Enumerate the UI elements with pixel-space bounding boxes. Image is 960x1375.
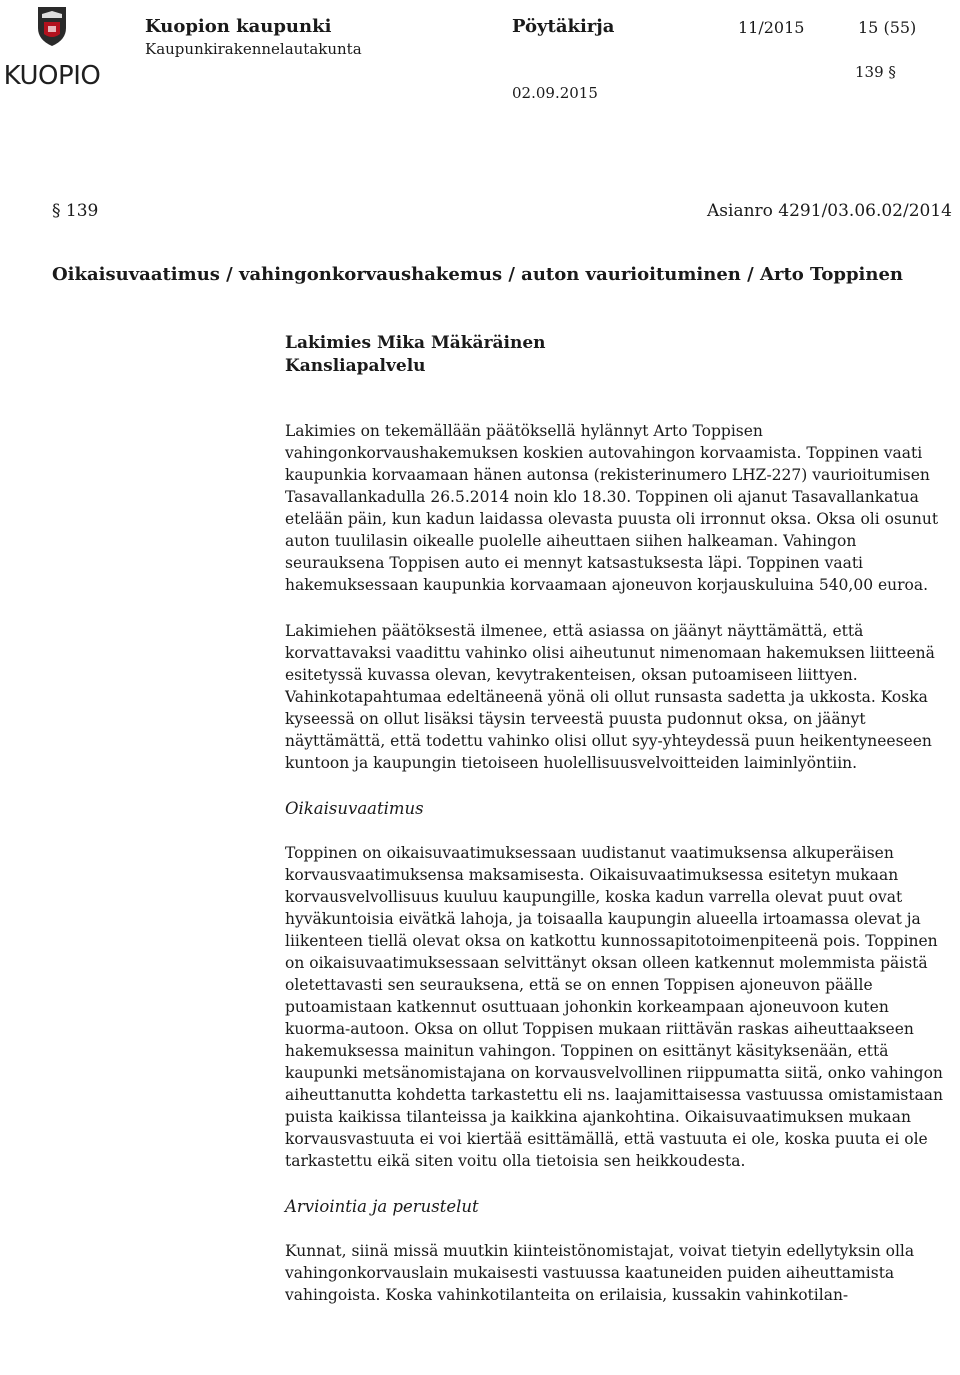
subheading-arviointia: Arviointia ja perustelut: [285, 1197, 479, 1216]
paragraph-1: Lakimies on tekemällään päätöksellä hylännyt Arto Toppisen vahingonkorvaushakemuksen koskien autovahingon korvaamista. Toppinen vaati kaupunkia korvaamaan hänen autonsa (rekisterinumero LHZ-227) vaurioitumisen Tasavallankadulla 26.5.2014 noin klo 18.30. Toppinen oli ajanut Tasavallankatua etelään päin, kun kadun laidassa olevasta puusta oli irronnut oksa. Oksa oli osunut auton tuulilasin oikealle puolelle aiheuttaen siihen halkeaman. Vahingon seurauksena Toppisen auto ei mennyt katsastuksesta läpi. Toppinen vaati hakemuksessaan kaupunkia korvaamaan ajoneuvon korjauskuluina 540,00 euroa.: [285, 422, 939, 594]
document-number: 11/2015: [738, 18, 805, 37]
paragraph-4: Kunnat, siinä missä muutkin kiinteistönomistajat, voivat tietyin edellytyksin olla vahingonkorvauslain mukaisesti vastuussa kaatuneiden puiden aiheuttamista vahingoista. Koska vahinkotilanteita on erilaisia, kussakin vahinkotilan-: [285, 1242, 915, 1304]
page-number: 15 (55): [858, 18, 917, 37]
meeting-date: 02.09.2015: [512, 84, 598, 102]
paragraph-2: Lakimiehen päätöksestä ilmenee, että asiassa on jäänyt näyttämättä, että korvattavaksi vaadittu vahinko olisi aiheutunut nimenomaan hakemuksen liitteenä esitetyssä kuvassa olevan, kevytrakenteisen, oksan putoamiseen liittyen. Vahinkotapahtumaa edeltäneenä yönä oli ollut runsasta sadetta ja ukkosta. Koska kyseessä on ollut lisäksi täysin terveestä puusta pudonnut oksa, on jäänyt näyttämättä, että todettu vahinko olisi ollut syy-yhteydessä puun heikentyneeseen kuntoon ja kaupungin tietoiseen huolellisuusvelvoitteiden laiminlyöntiin.: [285, 622, 935, 772]
document-body: [285, 420, 958, 1306]
coat-of-arms-icon: [38, 7, 66, 46]
paragraph-3: Toppinen on oikaisuvaatimuksessaan uudistanut vaatimuksensa alkuperäisen korvausvaatimuksensa maksamisesta. Oikaisuvaatimuksessa esitetyn mukaan korvausvelvollisuus kuuluu kaupungille, koska kadun varrella olevat puut ovat hyväkuntoisia eivätkä lahoja, ja toisaalla kaupungin alueella irtoamassa olevat ja liikenteen tiellä olevat oksa on katkottu kunnossapitotoimenpiteenä pois. Toppinen on oikaisuvaatimuksessaan selvittänyt oksan olleen katkennut molemmista päistä oletettavasti sen seurauksena, että se on ennen Toppisen ajoneuvon päälle putoamistaan katkennut osuttuaan johonkin korkeampaan ajoneuvoon kuten kuorma-autoon. Oksa on ollut Toppisen mukaan riittävän raskas aiheuttaakseen hakemuksessa mainitun vahingon. Toppinen on esittänyt käsityksenään, että kaupunki metsänomistajana on korvausvelvollinen riippumatta siitä, onko vahingon aiheuttanutta kohdetta tarkastettu eli ns. laajamittaisessa vastuussa omistamistaan puista kaikissa tilanteissa ja kaikkina ajankohtina. Oikaisuvaatimuksen mukaan korvausvastuuta ei voi kiertää esittämällä, että vastuuta ei ole, koska puuta ei ole tarkastettu eikä siten voitu olla tietoisia sen heikkoudesta.: [285, 844, 944, 1170]
section-number: § 139: [52, 201, 99, 221]
section-title: Oikaisuvaatimus / vahingonkorvaushakemus / auton vaurioituminen / Arto Toppinen: [52, 264, 904, 285]
case-number: Asianro 4291/03.06.02/2014: [707, 201, 952, 221]
logo-wordmark: KUOPIO: [4, 61, 100, 90]
presenter-name: Lakimies Mika Mäkäräinen: [285, 333, 546, 353]
kuopio-logo: [4, 4, 100, 90]
presenter-block: [285, 332, 546, 378]
presenter-unit: Kansliapalvelu: [285, 356, 426, 376]
header-section-ref: 139 §: [855, 63, 896, 81]
subheading-oikaisuvaatimus: Oikaisuvaatimus: [285, 799, 424, 818]
organization-unit: Kaupunkirakennelautakunta: [145, 40, 362, 58]
document-type: Pöytäkirja: [512, 16, 615, 37]
organization-name: Kuopion kaupunki: [145, 16, 332, 37]
